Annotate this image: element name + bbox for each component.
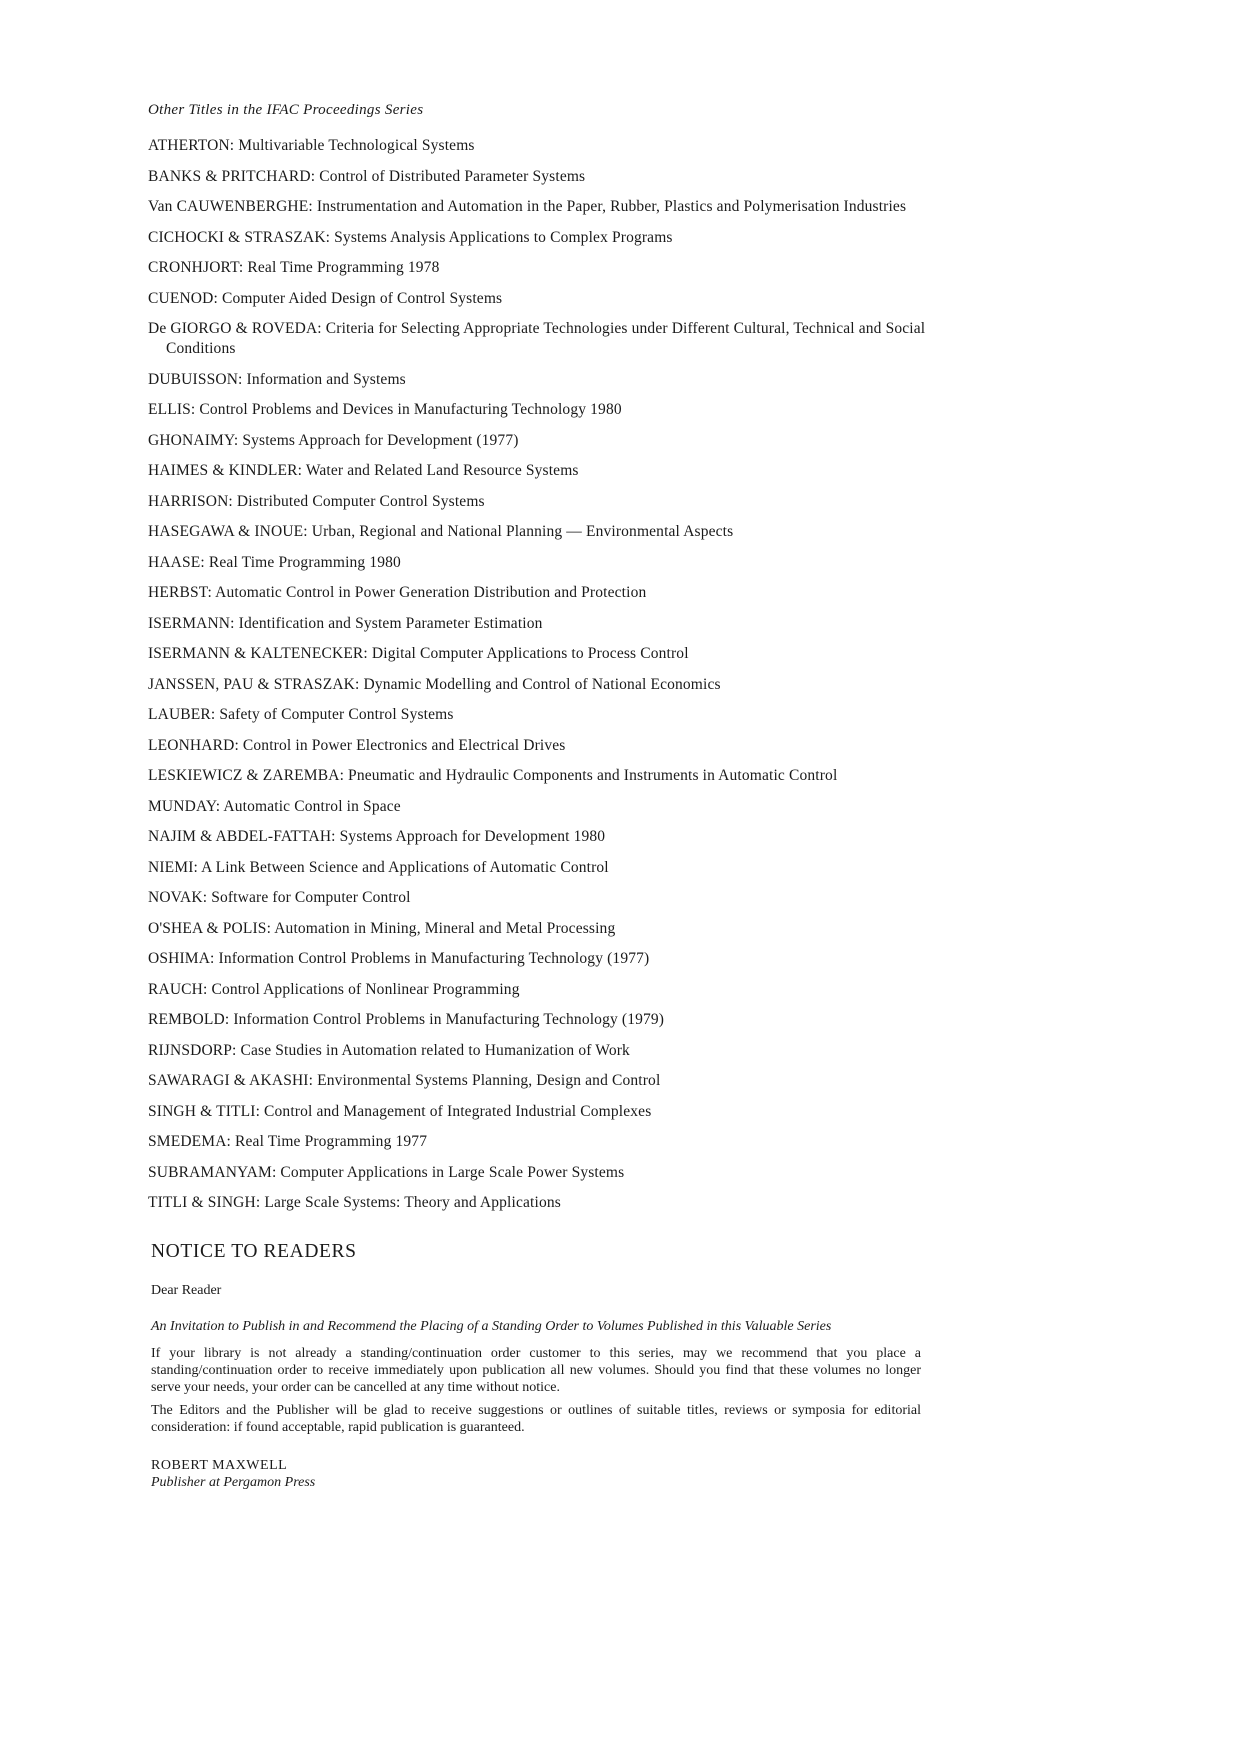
title-item: ISERMANN: Identification and System Parameter Estimation: [148, 614, 543, 632]
title-item: CRONHJORT: Real Time Programming 1978: [148, 259, 440, 276]
title-item: RAUCH: Control Applications of Nonlinear Programming: [148, 980, 520, 998]
title-item: NOVAK: Software for Computer Control: [148, 889, 411, 906]
title-item: HERBST: Automatic Control in Power Generation Distribution and Protection: [148, 584, 647, 601]
title-item: HASEGAWA & INOUE: Urban, Regional and National Planning — Environmental Aspects: [148, 523, 734, 540]
signature-role: Publisher at Pergamon Press: [151, 1475, 316, 1490]
title-item: CICHOCKI & STRASZAK: Systems Analysis Applications to Complex Programs: [148, 228, 673, 246]
title-item: REMBOLD: Information Control Problems in Manufacturing Technology (1979): [148, 1011, 665, 1028]
title-item: Van CAUWENBERGHE: Instrumentation and Automation in the Paper, Rubber, Plastics and Polymerisation Industries: [148, 198, 907, 215]
signature: [151, 1457, 928, 1491]
title-item: HAIMES & KINDLER: Water and Related Land Resource Systems: [148, 462, 579, 479]
notice-paragraph-2: The Editors and the Publisher will be glad to receive suggestions or outlines of suitable titles, reviews or symposia for editorial consideration: if found acceptable, rapid publication is guaranteed.: [151, 1403, 921, 1435]
notice-paragraph-1: If your library is not already a standing/continuation order customer to this series, may we recommend that you place a standing/continuation order to receive immediately upon publication all new volumes. Should you find that these volumes no longer serve your needs, your order can be cancelled at any time without notice.: [151, 1346, 921, 1395]
title-item: NIEMI: A Link Between Science and Applications of Automatic Control: [148, 858, 609, 876]
salutation: Dear Reader: [151, 1283, 222, 1298]
title-item: HAASE: Real Time Programming 1980: [148, 553, 401, 571]
title-item: DUBUISSON: Information and Systems: [148, 370, 406, 388]
title-item: CUENOD: Computer Aided Design of Control Systems: [148, 289, 503, 307]
signature-name: ROBERT MAXWELL: [151, 1458, 288, 1473]
series-heading: Other Titles in the IFAC Proceedings Series: [148, 102, 424, 118]
invitation-heading: An Invitation to Publish in and Recommend the Placing of a Standing Order to Volumes Published in this Valuable Series: [151, 1319, 832, 1334]
title-item: SAWARAGI & AKASHI: Environmental Systems Planning, Design and Control: [148, 1072, 661, 1089]
title-item: JANSSEN, PAU & STRASZAK: Dynamic Modelling and Control of National Economics: [148, 675, 721, 693]
page-content: [148, 100, 928, 1491]
title-item: BANKS & PRITCHARD: Control of Distributed Parameter Systems: [148, 167, 586, 185]
title-item: ATHERTON: Multivariable Technological Systems: [148, 137, 475, 154]
title-item: De GIORGO & ROVEDA: Criteria for Selecting Appropriate Technologies under Different Cultural, Technical and Social Conditions: [148, 320, 926, 357]
title-item: NAJIM & ABDEL-FATTAH: Systems Approach for Development 1980: [148, 828, 606, 845]
title-item: GHONAIMY: Systems Approach for Development (1977): [148, 431, 519, 449]
title-item: SUBRAMANYAM: Computer Applications in Large Scale Power Systems: [148, 1163, 625, 1181]
title-item: HARRISON: Distributed Computer Control Systems: [148, 492, 485, 510]
title-item: ELLIS: Control Problems and Devices in Manufacturing Technology 1980: [148, 401, 622, 418]
notice-section: [148, 1240, 928, 1491]
title-item: O'SHEA & POLIS: Automation in Mining, Mineral and Metal Processing: [148, 919, 616, 937]
title-item: RIJNSDORP: Case Studies in Automation related to Humanization of Work: [148, 1041, 630, 1059]
title-item: MUNDAY: Automatic Control in Space: [148, 797, 401, 815]
title-item: SMEDEMA: Real Time Programming 1977: [148, 1133, 428, 1150]
title-item: OSHIMA: Information Control Problems in Manufacturing Technology (1977): [148, 950, 650, 967]
title-item: ISERMANN & KALTENECKER: Digital Computer Applications to Process Control: [148, 645, 689, 662]
titles-list: [148, 136, 928, 1213]
title-item: LEONHARD: Control in Power Electronics and Electrical Drives: [148, 736, 566, 754]
title-item: LESKIEWICZ & ZAREMBA: Pneumatic and Hydraulic Components and Instruments in Automatic Control: [148, 767, 838, 784]
title-item: SINGH & TITLI: Control and Management of Integrated Industrial Complexes: [148, 1102, 652, 1120]
notice-title: NOTICE TO READERS: [151, 1241, 357, 1262]
title-item: LAUBER: Safety of Computer Control Systems: [148, 706, 454, 723]
title-item: TITLI & SINGH: Large Scale Systems: Theory and Applications: [148, 1194, 561, 1211]
